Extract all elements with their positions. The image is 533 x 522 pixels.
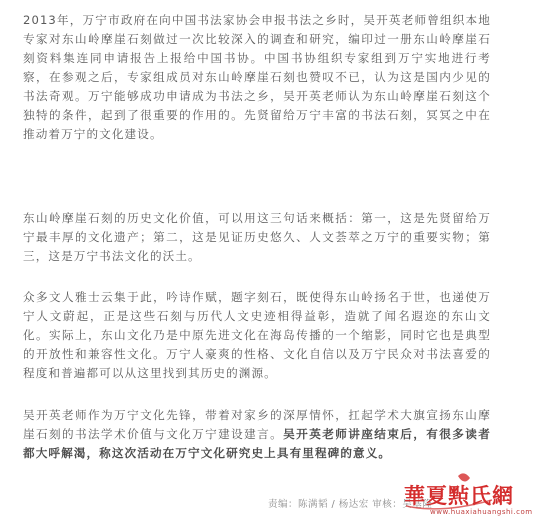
watermark-domain: www.huaxiahuangshi.com bbox=[430, 508, 533, 516]
article-paragraph: 东山岭摩崖石刻的历史文化价值，可以用这三句话来概括：第一，这是先贤留给万宁最丰厚的文化遗产；第二，这是见证历史悠久、人文荟萃之万宁的重要实物；第三，这是万宁书法文化的沃土。 bbox=[23, 211, 491, 263]
watermark-logo-text: 華夏㸃氏網 bbox=[404, 483, 514, 508]
article-paragraph: 众多文人雅士云集于此，吟诗作赋，题字刻石，既使得东山岭扬名于世，也递使万宁人文蔚起，正是这些石刻与历代人文史迹相得益彰，造就了闻名遐迩的东山文化。实际上，东山文化乃是中原先进文化在海岛传播的一个缩影，同时它也是典型的开放性和兼容性文化。万宁人豪爽的性格、文化自信以及万宁民众对书法喜爱的程度和普遍都可以从这里找到其历史的渊源。 bbox=[23, 290, 491, 380]
paragraph-bold-text: 吴开英老师讲座结束后，有很多读者都大呼解渴，称这次活动在万宁文化研究史上具有里程碑的意义。 bbox=[23, 427, 491, 460]
paragraph-text: 吴开英老师作为万宁文化先锋，带着对家乡的深厚情怀，扛起学术大旗宣扬东山摩崖石刻的书法学术价值与文化万宁建设建言。 bbox=[23, 408, 491, 441]
site-watermark-logo bbox=[402, 470, 533, 518]
article-paragraph-last bbox=[23, 406, 491, 463]
editor-credits: 责编：陈满韬 / 杨达宏 审核：吴基隆 bbox=[268, 499, 433, 510]
article-paragraph: 2013年，万宁市政府在向中国书法家协会申报书法之乡时，吴开英老师曾组织本地专家对东山岭摩崖石刻做过一次比较深入的调查和研究，编印过一册东山岭摩崖石刻资料集连同申请报告上报给中国书协。中国书协组织专家组到万宁实地进行考察，在参观之后，专家组成员对东山岭摩崖石刻也赞叹不已，认为这是国内少见的书法奇观。万宁能够成功申请成为书法之乡，吴开英老师认为东山岭摩崖石刻这个独特的条件，起到了很重要的作用的。先贤留给万宁丰富的书法石刻，冥冥之中在推动着万宁的文化建设。 bbox=[23, 13, 491, 141]
